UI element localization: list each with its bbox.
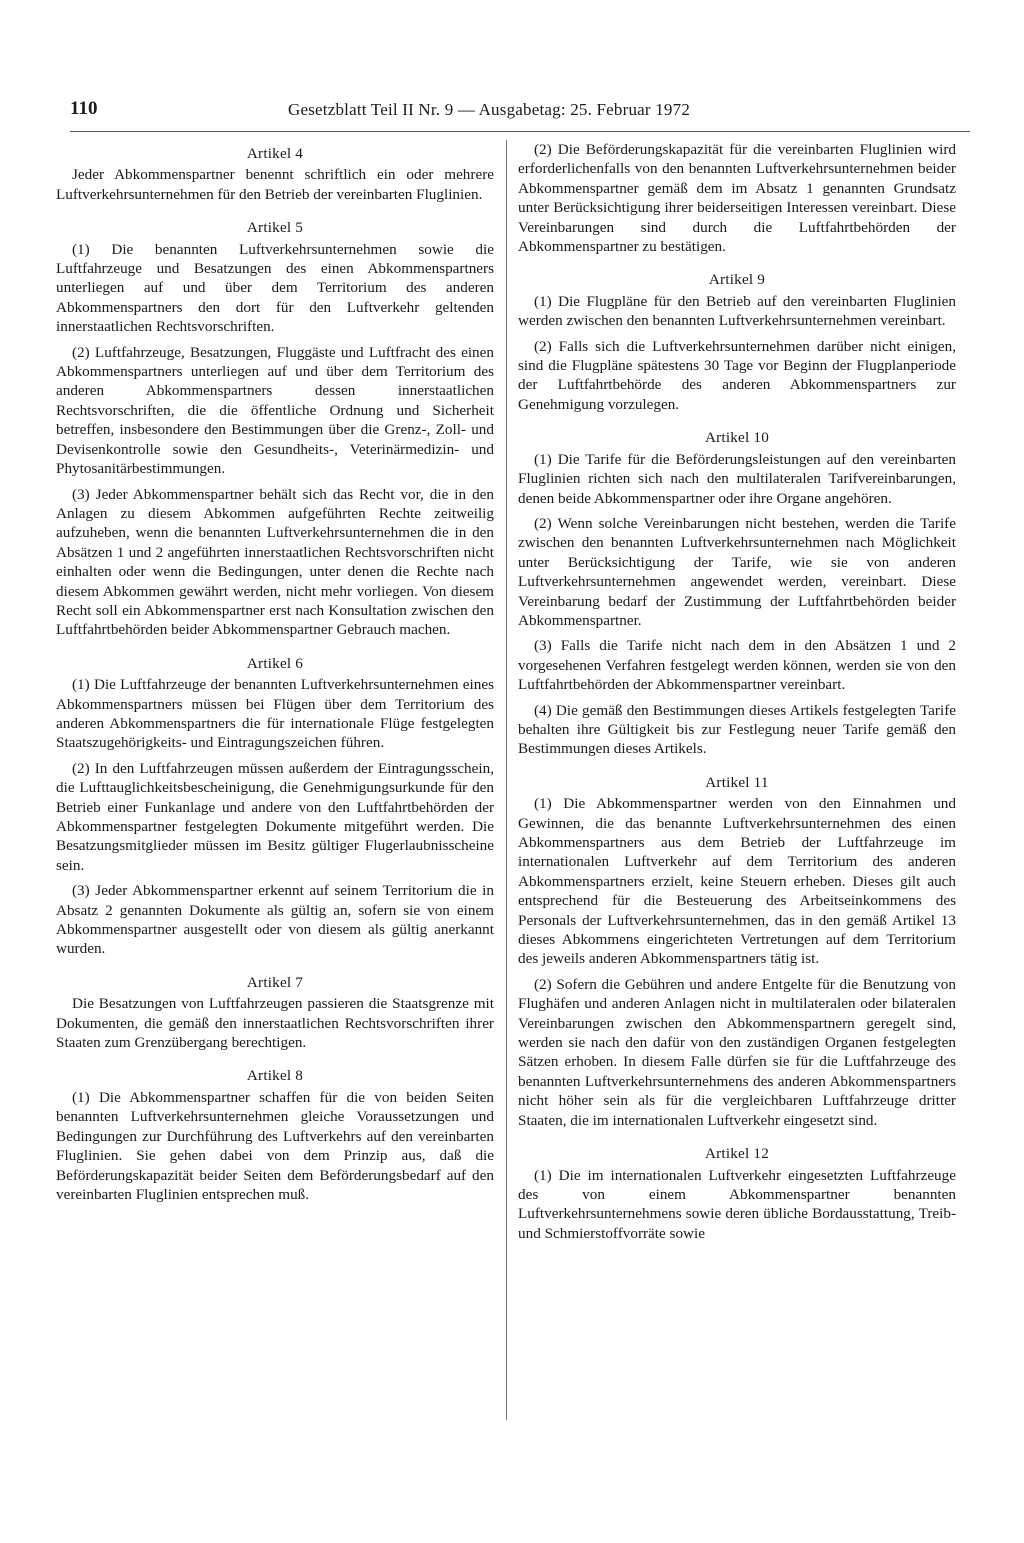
- article-heading: Artikel 7: [246, 973, 304, 991]
- article-paragraph: (2) In den Luftfahrzeugen müssen außerdem der Eintragungsschein, die Lufttauglichkeitsbescheinigung, die Genehmigungsurkunde für den Betrieb einer Funkanlage und andere von den Luftfahrtbehörden der Abkommenspartner festgelegten Dokumente mitgeführt werden. Die Besatzungsmitglieder müssen im Besitz gültiger Flugerlaubnisscheine sein.: [56, 759, 494, 874]
- article-paragraph: (3) Falls die Tarife nicht nach dem in den Absätzen 1 und 2 vorgesehenen Verfahren festgelegt werden können, werden sie von den Luftfahrtbehörden der Abkommenspartner vereinbart.: [518, 637, 956, 694]
- right-column: [518, 140, 956, 1257]
- article-heading: Artikel 5: [246, 219, 304, 237]
- article-paragraph: (2) Luftfahrzeuge, Besatzungen, Fluggäste und Luftfracht des einen Abkommenspartners unterliegen auf und über dem Territorium des anderen Abkommenspartners dessen innerstaatlichen Rechtsvorschriften, die die öffentliche Ordnung und Sicherheit betreffen, insbesondere den Bestimmungen über die Grenz-, Zoll- und Devisenkontrolle sowie den Gesundheits-, Veterinärmedizin- und Phytosanitärbestimmungen.: [56, 343, 494, 478]
- article-section: [518, 270, 956, 414]
- article-paragraph: (1) Die Tarife für die Beförderungsleistungen auf den vereinbarten Fluglinien richten sich nach den multilateralen Tarifvereinbarungen, denen beide Abkommenspartner oder ihre Organe angehören.: [518, 450, 956, 507]
- article-section: [518, 773, 956, 1130]
- article-heading: Artikel 11: [705, 773, 769, 791]
- article-paragraph: (2) Falls sich die Luftverkehrsunternehmen darüber nicht einigen, sind die Flugpläne spätestens 30 Tage vor Beginn der Flugplanperiode der Luftfahrtbehörde des anderen Abkommenspartners zur Genehmigung vorzulegen.: [518, 337, 956, 413]
- article-section: [56, 144, 494, 204]
- article-section: [518, 140, 956, 256]
- article-paragraph: (1) Die Abkommenspartner werden von den Einnahmen und Gewinnen, die das benannte Luftverkehrsunternehmen des einen Abkommenspartners aus dem Betrieb der Luftfahrzeuge im internationalen Luftverkehr auf dem Territorium des anderen Abkommenspartners erzielt, keine Steuern erheben. Dieses gilt auch entsprechend für die Besteuerung des Arbeitseinkommens des Personals der Luftverkehrsunternehmen, das in den gemäß Artikel 13 dieses Abkommens eingerichteten Vertretungen auf dem Territorium des jeweils anderen Abkommenspartners tätig ist.: [518, 795, 956, 968]
- article-heading: Artikel 10: [704, 429, 769, 447]
- article-section: [56, 1066, 494, 1204]
- article-section: [56, 654, 494, 959]
- article-paragraph: (2) Sofern die Gebühren und andere Entgelte für die Benutzung von Flughäfen und anderen Anlagen nicht in multilateralen oder bilateralen Vereinbarungen zwischen den Abkommenspartnern geregelt sind, werden sie nach den dafür von den zuständigen Organen festgelegten Sätzen erhoben. In diesem Falle dürfen sie für die Luftfahrzeuge des benannten Luftverkehrsunternehmens des anderen Abkommenspartners nicht höher sein als für die vergleichbaren Luftfahrzeuge dritter Staaten, die im internationalen Luftverkehr eingesetzt sind.: [518, 975, 956, 1129]
- article-paragraph: (1) Die Flugpläne für den Betrieb auf den vereinbarten Fluglinien werden zwischen den benannten Luftverkehrsunternehmen vereinbart.: [518, 292, 956, 330]
- article-paragraph: (3) Jeder Abkommenspartner erkennt auf seinem Territorium die in Absatz 2 genannten Dokumente als gültig an, sofern sie von einem Abkommenspartner ausgestellt oder von diesem als gültig anerkannt wurden.: [56, 882, 494, 958]
- article-paragraph: (4) Die gemäß den Bestimmungen dieses Artikels festgelegten Tarife behalten ihre Gültigkeit bis zur Festlegung neuer Tarife gemäß den Bestimmungen dieses Artikels.: [518, 701, 956, 758]
- page-header: [70, 98, 970, 128]
- article-section: [518, 1144, 956, 1243]
- article-paragraph: (2) Die Beförderungskapazität für die vereinbarten Fluglinien wird erforderlichenfalls von den benannten Luftverkehrsunternehmen beider Abkommenspartner gemäß dem im Absatz 1 genannten Grundsatz unter Berücksichtigung ihrer beiderseitigen Interessen vereinbart. Diese Vereinbarungen sind durch die Luftfahrtbehörden der Abkommenspartner zu bestätigen.: [518, 141, 956, 256]
- article-heading: Artikel 12: [704, 1145, 769, 1163]
- column-divider: [506, 140, 507, 1420]
- article-section: [56, 218, 494, 640]
- article-paragraph: (1) Die Luftfahrzeuge der benannten Luftverkehrsunternehmen eines Abkommenspartners müssen bei Flügen über dem Territorium des anderen Abkommenspartners die für internationale Flüge festgelegten Staatszugehörigkeits- und Eintragungszeichen führen.: [56, 676, 494, 752]
- left-column: [56, 140, 494, 1218]
- page-number: 110: [70, 98, 98, 119]
- article-paragraph: (1) Die Abkommenspartner schaffen für die von beiden Seiten benannten Luftverkehrsunternehmen gleiche Voraussetzungen und Bedingungen zur Durchführung des Luftverkehrs auf den vereinbarten Fluglinien. Sie gehen dabei von dem Prinzip aus, daß die Beförderungskapazität beider Seiten dem Beförderungsbedarf auf den vereinbarten Fluglinien entsprechen muß.: [56, 1088, 494, 1203]
- article-paragraph: (1) Die benannten Luftverkehrsunternehmen sowie die Luftfahrzeuge und Besatzungen des einen Abkommenspartners unterliegen auf und über dem Territorium des anderen Abkommenspartners den dort für den Luftverkehr geltenden innerstaatlichen Rechtsvorschriften.: [56, 240, 494, 336]
- article-heading: Artikel 9: [708, 271, 766, 289]
- article-paragraph: Jeder Abkommenspartner benennt schriftlich ein oder mehrere Luftverkehrsunternehmen für den Betrieb der vereinbarten Fluglinien.: [56, 166, 494, 203]
- header-rule: [70, 131, 970, 132]
- article-section: [56, 973, 494, 1053]
- article-paragraph: (2) Wenn solche Vereinbarungen nicht bestehen, werden die Tarife zwischen den benannten Luftverkehrsunternehmen nach Möglichkeit unter Berücksichtigung der Tarife, wie sie von anderen Luftverkehrsunternehmen angewendet werden, vereinbart. Diese Vereinbarung bedarf der Zustimmung der Luftfahrtbehörden beider Abkommenspartner.: [518, 514, 956, 629]
- article-heading: Artikel 8: [246, 1067, 304, 1085]
- article-section: [518, 428, 956, 759]
- article-heading: Artikel 4: [246, 145, 304, 162]
- article-heading: Artikel 6: [246, 654, 304, 672]
- running-title: Gesetzblatt Teil II Nr. 9 — Ausgabetag: 25. Februar 1972: [288, 100, 691, 119]
- article-paragraph: Die Besatzungen von Luftfahrzeugen passieren die Staatsgrenze mit Dokumenten, die gemäß den innerstaatlichen Rechtsvorschriften ihrer Staaten zum Grenzübergang berechtigen.: [56, 995, 494, 1052]
- article-paragraph: (3) Jeder Abkommenspartner behält sich das Recht vor, die in den Anlagen zu diesem Abkommen aufgeführten Rechte zeitweilig aufzuheben, wenn die benannten Luftverkehrsunternehmen die in den Absätzen 1 und 2 angeführten innerstaatlichen Rechtsvorschriften nicht einhalten oder wenn die Bedingungen, unter denen die Rechte nach diesem Abkommen gewährt werden, nicht mehr vorliegen. Von diesem Recht soll ein Abkommenspartner erst nach Konsultation zwischen den Luftfahrtbehörden beider Abkommenspartner Gebrauch machen.: [56, 485, 494, 639]
- article-paragraph: (1) Die im internationalen Luftverkehr eingesetzten Luftfahrzeuge des von einem Abkommenspartner benannten Luftverkehrsunternehmens sowie deren übliche Bordausstattung, Treib- und Schmierstoffvorräte sowie: [518, 1166, 956, 1242]
